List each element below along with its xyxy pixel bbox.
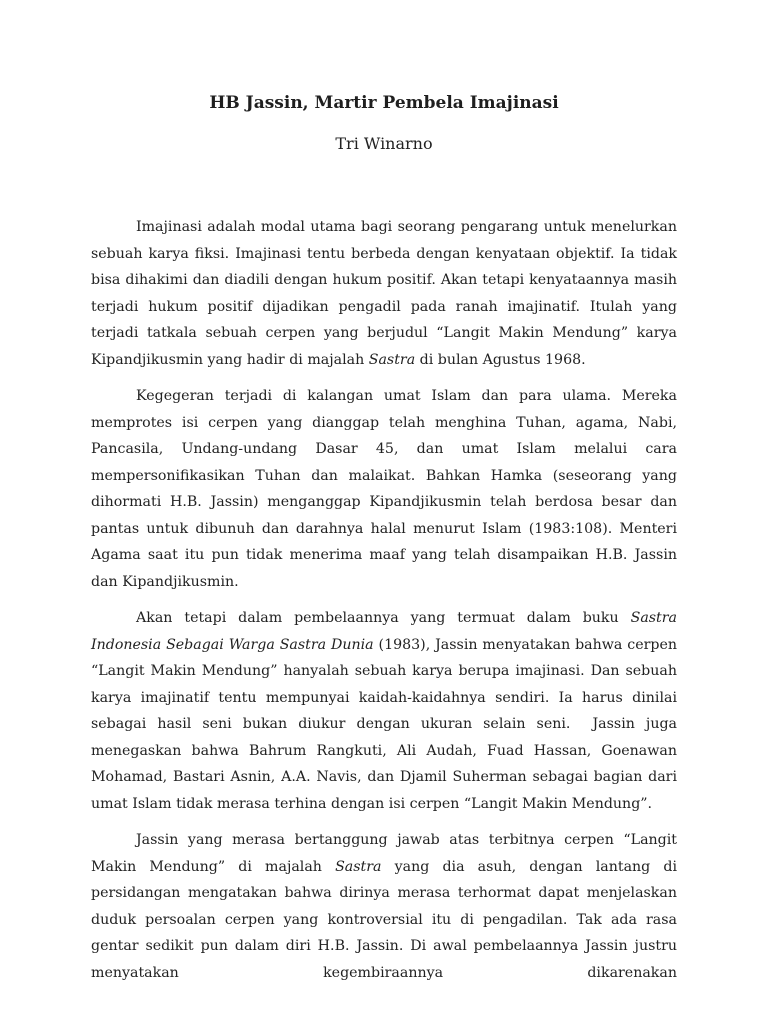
document-body: [91, 214, 677, 986]
paragraph-4-italic-text: Sastra: [335, 858, 382, 875]
paragraph-3-text-1: Akan tetapi dalam pembelaannya yang termuat dalam buku: [136, 610, 631, 626]
paragraph-2-text-1: Kegegeran terjadi di kalangan umat Islam dan para ulama. Mereka memprotes isi cerpen yang dianggap telah menghina Tuhan, agama, Nabi, Pancasila, Undang-undang Dasar 45, dan umat Islam melalui cara mempersonifikasikan Tuhan dan malaikat. Bahkan Hamka (seseorang yang dihormati H.B. Jassin) menganggap Kipandjikusmin telah berdosa besar dan pantas untuk dibunuh dan darahnya halal menurut Islam (1983:108). Menteri Agama saat itu pun tidak menerima maaf yang telah disampaikan H.B. Jassin dan Kipandjikusmin.: [91, 388, 677, 590]
paragraph-2: [91, 383, 677, 595]
document-author: Tri Winarno: [335, 134, 433, 153]
paragraph-4-text-1: Jassin yang merasa bertanggung jawab atas terbitnya cerpen “Langit Makin Mendung” di majalah: [91, 832, 677, 875]
paragraph-1: [91, 214, 677, 373]
document-title: HB Jassin, Martir Pembela Imajinasi: [209, 93, 559, 113]
paragraph-3: [91, 605, 677, 817]
paragraph-1-text-2: di bulan Agustus 1968.: [415, 351, 586, 368]
paragraph-1-italic-text: Sastra: [368, 351, 416, 368]
paragraph-4: [91, 827, 677, 986]
paragraph-4-text-2: yang dia asuh, dengan lantang di persidangan mengatakan bahwa dirinya merasa terhormat dapat menjelaskan duduk persoalan cerpen yang kontroversial itu di pengadilan. Tak ada rasa gentar sedikit pun dalam diri H.B. Jassin. Di awal pembelaannya Jassin justru menyatakan kegembiraannya dikarenakan: [91, 858, 678, 981]
paragraph-3-text-2: (1983), Jassin menyatakan bahwa cerpen “Langit Makin Mendung” hanyalah sebuah karya berupa imajinasi. Dan sebuah karya imajinatif tentu mempunyai kaidah-kaidahnya sendiri. Ia harus dinilai sebagai hasil seni bukan diukur dengan ukuran selain seni. Jassin juga menegaskan bahwa Bahrum Rangkuti, Ali Audah, Fuad Hassan, Goenawan Mohamad, Bastari Asnin, A.A. Navis, dan Djamil Suherman sebagai bagian dari umat Islam tidak merasa terhina dengan isi cerpen “Langit Makin Mendung”.: [91, 636, 678, 812]
paragraph-1-text-1: Imajinasi adalah modal utama bagi seorang pengarang untuk menelurkan sebuah karya fiksi. Imajinasi tentu berbeda dengan kenyataan objektif. Ia tidak bisa dihakimi dan diadili dengan hukum positif. Akan tetapi kenyataannya masih terjadi hukum positif dijadikan pengadil pada ranah imajinatif. Itulah yang terjadi tatkala sebuah cerpen yang berjudul “Langit Makin Mendung” karya Kipandjikusmin yang hadir di majalah: [91, 219, 677, 368]
paragraph-3-italic-text: Sastra Indonesia Sebagai Warga Sastra Dunia: [91, 610, 677, 653]
